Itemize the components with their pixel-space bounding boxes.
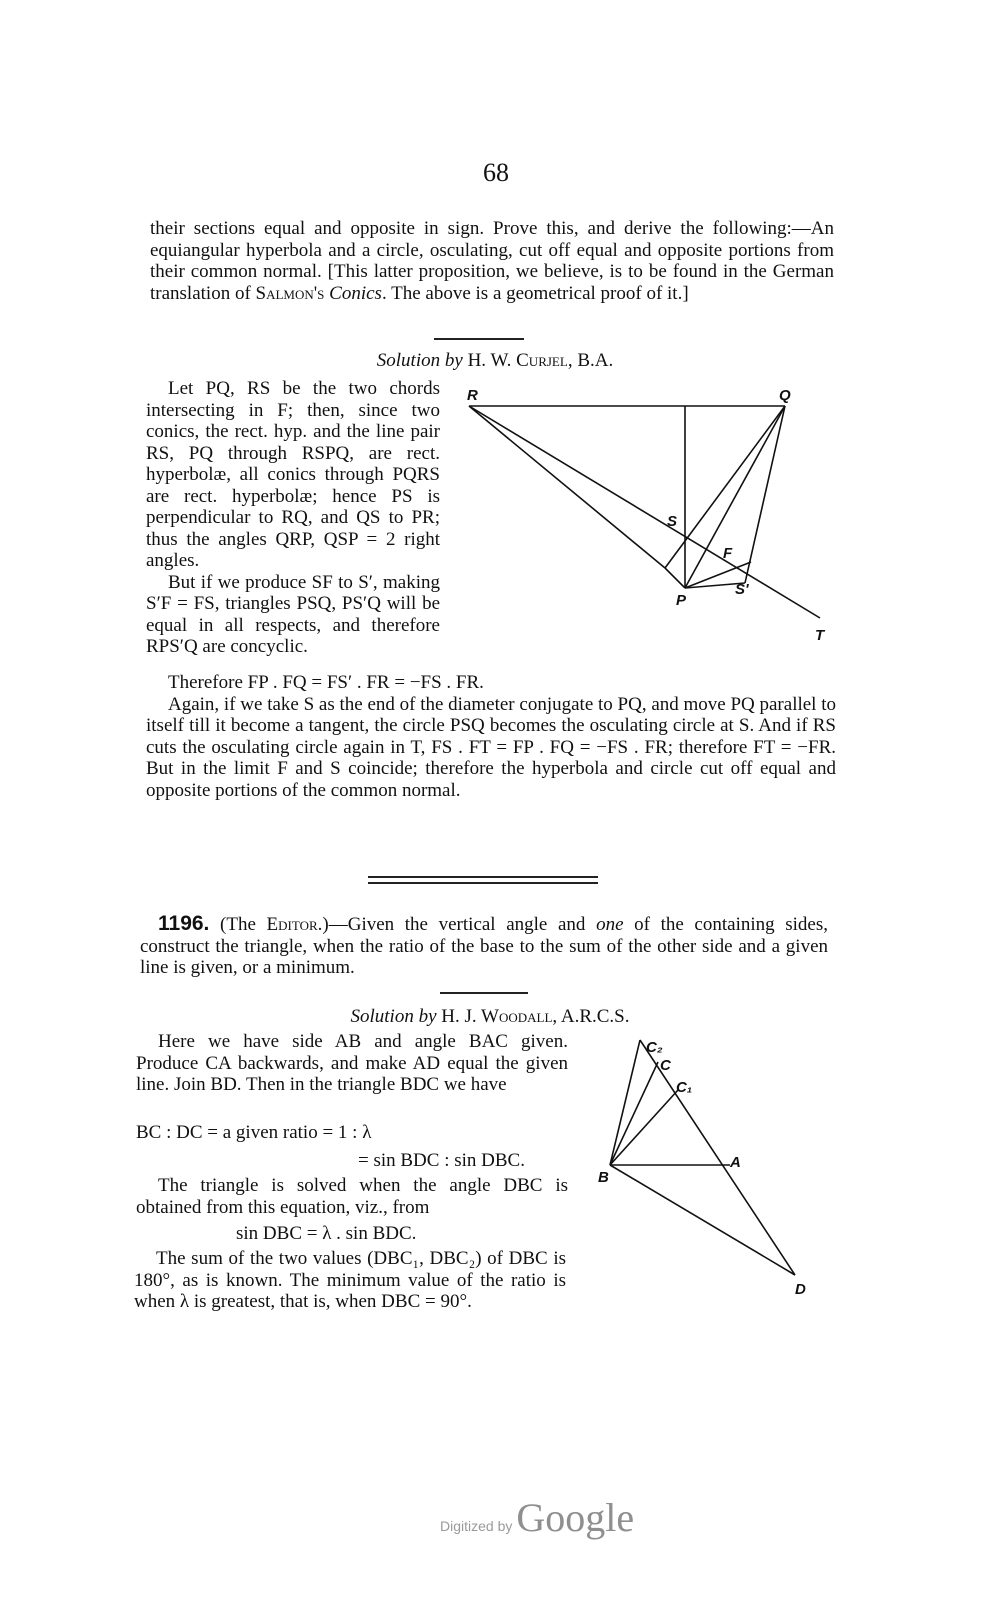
- label-a: A: [730, 1154, 741, 1171]
- line-bc: [610, 1062, 658, 1165]
- book-title-conics: Conics: [329, 282, 382, 304]
- solution-2-degree: , A.R.C.S.: [552, 1006, 630, 1027]
- solution-1-continued: [146, 672, 836, 801]
- author-salmon: Salmon's: [255, 282, 325, 304]
- solution-2-para-1: Here we have side AB and angle BAC given. Produce CA backwards, and make AD equal the given line. Join BD. Then in the triangle BDC we have: [136, 1031, 568, 1095]
- editor-open: (The: [220, 914, 267, 935]
- figure-1-diagram: [455, 378, 845, 648]
- editor-label: Editor: [266, 914, 318, 935]
- problem-number: 1196.: [158, 912, 210, 935]
- label-d: D: [795, 1281, 806, 1298]
- label-s-prime: S': [735, 581, 749, 598]
- label-c2: C₂: [646, 1039, 663, 1056]
- solution-by-label: Solution by: [376, 350, 463, 371]
- intro-text-2: . The above is a geometrical proof of it.]: [381, 282, 689, 304]
- digitized-watermark: [440, 1494, 634, 1541]
- solution-2-author: H. J. Woodall: [441, 1006, 553, 1027]
- problem-emphasis-one: one: [596, 914, 624, 935]
- digitized-label: Digitized by: [440, 1518, 513, 1534]
- problem-1196: [140, 913, 828, 979]
- solution-byline-2: [280, 1006, 700, 1028]
- line-bc2: [610, 1040, 640, 1165]
- line-c2-d: [640, 1040, 795, 1275]
- solution-2-eq-2: = sin BDC : sin DBC.: [358, 1150, 525, 1171]
- intro-paragraph: [150, 218, 834, 304]
- section-rule: [434, 338, 524, 340]
- solution-2-eq-3: sin DBC = λ . sin BDC.: [236, 1223, 417, 1244]
- solution-1-para-2: But if we produce SF to S′, making S′F = FS, triangles PSQ, PS′Q will be equal in all respects, and therefore RPS′Q are concyclic.: [146, 571, 440, 657]
- page-number: 68: [483, 158, 509, 187]
- solution-2-by-label: Solution by: [350, 1006, 437, 1027]
- label-b: B: [598, 1169, 609, 1186]
- line-rp: [469, 406, 665, 568]
- label-c1: C₁: [676, 1079, 693, 1096]
- problem-text-1: .)—Given the vertical angle and: [317, 914, 597, 935]
- label-c: C: [660, 1057, 671, 1074]
- label-p: P: [676, 592, 687, 609]
- problem-text-2: of the containing sides, construct the triangle, when the ratio of the base to the sum of the other side and a given line is given, or a minimum.: [140, 914, 829, 978]
- solution-1-column: [146, 378, 440, 658]
- label-f: F: [723, 545, 733, 562]
- intro-text-1: their sections equal and opposite in sign. Prove this, and derive the following:—An equiangular hyperbola and a circle, osculating, cut off equal and opposite portions from their common normal. [This latter proposition, we believe, is to be found in the German translation of: [150, 218, 834, 304]
- double-rule-top: [368, 876, 598, 878]
- solution-1-para-1: Let PQ, RS be the two chords intersecting in F; then, since two conics, the rect. hyp. and the line pair RS, PQ through RSPQ, are rect. hyperbolæ, all conics through PQRS are rect. hyperbolæ; hence PS is perpendicular to RQ, and QS to PR; thus the angles QRP, QSP = 2 right angles.: [146, 378, 440, 571]
- label-q: Q: [779, 387, 791, 404]
- solution-degree: , B.A.: [567, 350, 614, 371]
- figure-2-diagram: [590, 1030, 830, 1300]
- solution-2-column: [136, 1031, 568, 1096]
- section-rule-2: [440, 992, 528, 994]
- solution-2-para-2-box: [136, 1175, 568, 1218]
- line-bc1: [610, 1090, 678, 1165]
- line-p-short: [665, 568, 685, 588]
- line-pq: [685, 406, 785, 588]
- solution-author: H. W. Curjel: [467, 350, 568, 371]
- solution-1-para-4: Again, if we take S as the end of the diameter conjugate to PQ, and move PQ parallel to itself till it become a tangent, the circle PSQ becomes the osculating circle at S. And if RS cuts the osculating circle again in T, FS . FT = FP . FQ = −FS . FR; therefore FT = −FR. But in the limit F and S coincide; therefore the hyperbola and circle cut off equal and opposite portions of the common normal.: [146, 693, 836, 801]
- label-s: S: [667, 513, 678, 530]
- solution-2-para-2: The triangle is solved when the angle DBC is obtained from this equation, viz., from: [136, 1175, 568, 1218]
- label-t: T: [815, 627, 825, 644]
- solution-1-para-3: Therefore FP . FQ = FS′ . FR = −FS . FR.: [168, 672, 484, 693]
- google-logo: Google: [516, 1495, 635, 1540]
- line-bd: [610, 1165, 795, 1275]
- label-r: R: [467, 387, 478, 404]
- solution-2-eq-1: BC : DC = a given ratio = 1 : λ: [136, 1122, 372, 1143]
- double-rule-bottom: [368, 882, 598, 884]
- solution-byline-1: [300, 350, 690, 372]
- solution-2-para-3: The sum of the two values (DBC₁, DBC₂) of DBC is 180°, as is known. The minimum value of the ratio is when λ is greatest, that is, when DBC = 90°.: [134, 1248, 566, 1312]
- solution-2-para-3-box: [134, 1248, 566, 1313]
